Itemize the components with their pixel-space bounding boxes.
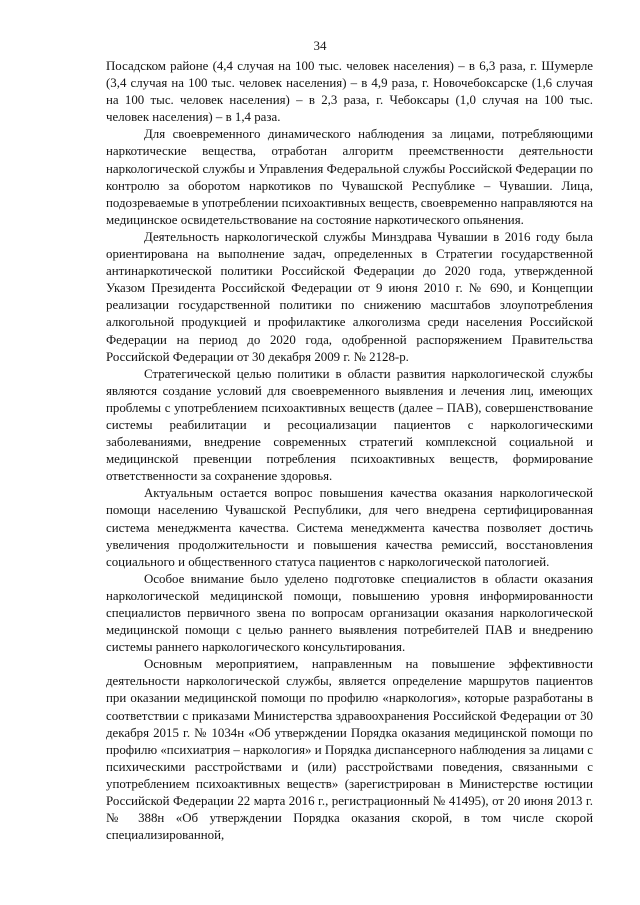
paragraph-continuation: Посадском районе (4,4 случая на 100 тыс. человек населения) – в 6,3 раза, г. Шумерле (3,4 случая на 100 тыс. человек населения) – в 4,9 раза, г. Новочебоксарске (1,6 случая на 100 тыс. человек населения) – в 2,3 раза, г. Чебоксары (1,0 случая на 100 тыс. человек населения) – в 1,4 раза. [106, 59, 593, 125]
paragraph-patient-routing: Основным мероприятием, направленным на повышение эффективности деятельности наркологической службы, является определение маршрутов пациентов при оказании медицинской помощи по профилю «наркология», которые разработаны в соответствии с приказами Министерства здравоохранения Российской Федерации от 30 декабря 2015 г. № 1034н «Об утверждении Порядка оказания медицинской помощи по профилю «психиатрия – наркология» и Порядка диспансерного наблюдения за лицами с психическими расстройствами и (или) расстройствами поведения, связанными с употреблением психоактивных веществ» (зарегистрирован в Министерстве юстиции Российской Федерации 22 марта 2016 г., регистрационный № 41495), от 20 июня 2013 г. № 388н «Об утверждении Порядка оказания скорой, в том числе скорой специализированной, [106, 657, 593, 843]
paragraph-service-activity-2016: Деятельность наркологической службы Минздрава Чувашии в 2016 году была ориентирована на выполнение задач, определенных в Стратегии государственной антинаркотической политики Российской Федерации до 2020 года, утвержденной Указом Президента Российской Федерации от 9 июня 2010 г. № 690, и Концепции реализации государственной политики по снижению масштабов злоупотребления алкогольной продукцией и профилактике алкоголизма среди населения Российской Федерации на период до 2020 года, одобренной распоряжением Правительства Российской Федерации от 30 декабря 2009 г. № 2128-р. [106, 229, 593, 364]
page-number: 34 [313, 38, 327, 53]
paragraph-strategic-goal: Стратегической целью политики в области развития наркологической службы являются создание условий для своевременного выявления и лечения лиц, имеющих проблемы с употреблением психоактивных веществ (далее – ПАВ), совершенствование системы реабилитации и ресоциализации пациентов с наркологическими заболеваниями, внедрение современных стратегий комплексной социальной и медицинской превенции потребления психоактивных веществ, формирование ответственности за сохранение здоровья. [106, 366, 593, 484]
paragraph-monitoring-algorithm: Для своевременного динамического наблюдения за лицами, потребляющими наркотические вещества, отработан алгоритм преемственности деятельности наркологической службы и Управления Федеральной службы Российской Федерации по контролю за оборотом наркотиков по Чувашской Республике – Чувашии. Лица, подозреваемые в употреблении психоактивных веществ, своевременно направляются на медицинское освидетельствование на состояние наркотического опьянения. [106, 127, 593, 227]
body-text [106, 58, 593, 844]
paragraph-quality-management: Актуальным остается вопрос повышения качества оказания наркологической помощи населению Чувашской Республики, для чего внедрена сертифицированная система менеджмента качества. Система менеджмента качества позволяет достичь увеличения продолжительности и повышения качества ремиссий, восстановления социального и общественного статуса пациентов с наркологической патологией. [106, 486, 593, 569]
paragraph-specialist-training: Особое внимание было уделено подготовке специалистов в области оказания наркологической медицинской помощи, повышению уровня информированности специалистов первичного звена по вопросам организации оказания наркологической медицинской помощи с целью раннего выявления потребителей ПАВ и внедрению системы раннего наркологического консультирования. [106, 571, 593, 655]
